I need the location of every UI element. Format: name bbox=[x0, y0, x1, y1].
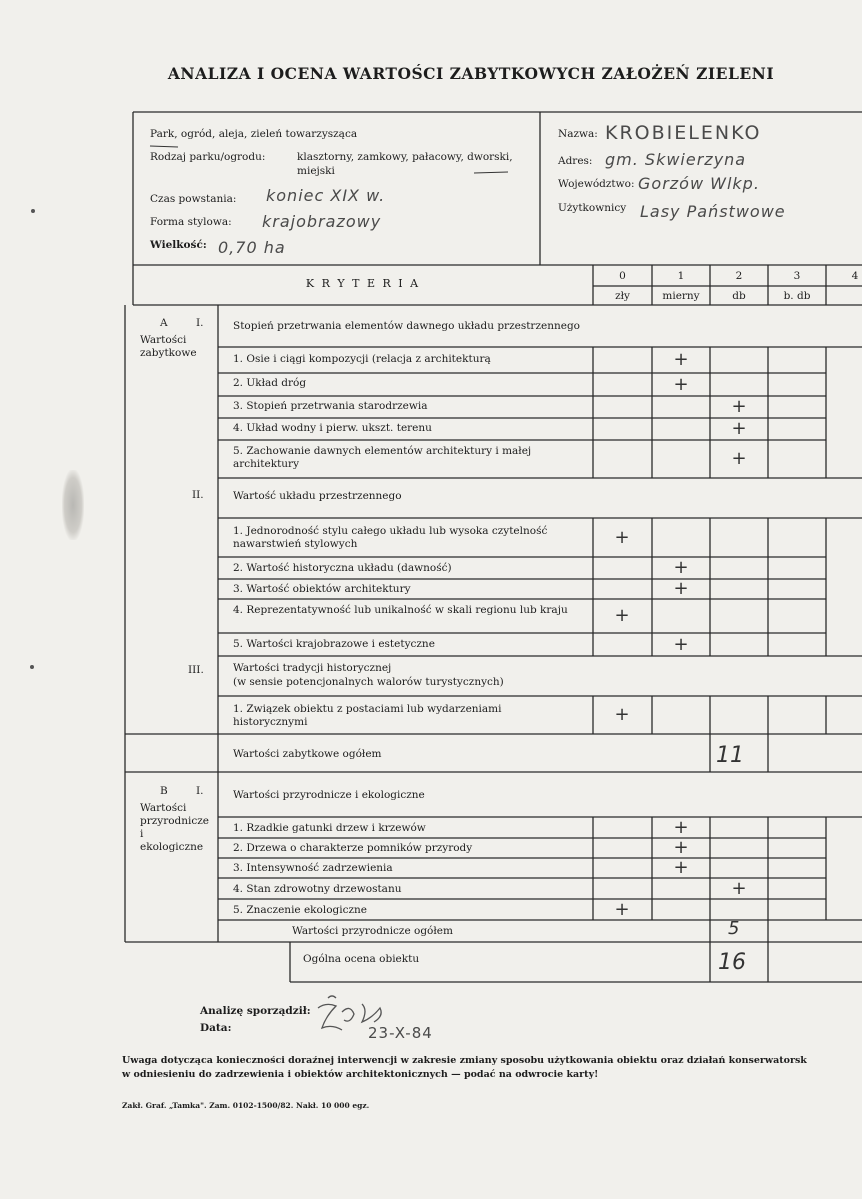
criterion-b-2-mark: + bbox=[673, 837, 689, 858]
criterion-b1-4: 4. Stan zdrowotny drzewostanu bbox=[233, 883, 402, 895]
created-label: Czas powstania: bbox=[150, 193, 237, 205]
criterion-a-1-mark: + bbox=[673, 349, 689, 370]
users-label: Użytkownicy bbox=[558, 202, 627, 214]
overall-value: 16 bbox=[718, 950, 746, 975]
date-value: 23-X-84 bbox=[368, 1024, 433, 1042]
criterion-a1-2: 2. Układ dróg bbox=[233, 377, 307, 389]
section-b-total-value: 5 bbox=[728, 918, 740, 939]
criterion-b1-1: 1. Rzadkie gatunki drzew i krzewów bbox=[233, 822, 426, 834]
criterion-a-2-mark: + bbox=[673, 373, 689, 395]
criterion-b1-5: 5. Znaczenie ekologiczne bbox=[233, 904, 368, 916]
address-value: gm. Skwierzyna bbox=[605, 150, 747, 169]
section-b-letter: B bbox=[160, 785, 168, 797]
criterion-a1-4: 4. Układ wodny i pierw. ukszt. terenu bbox=[233, 422, 432, 434]
paper-stain bbox=[62, 470, 84, 540]
criterion-a2-4: 4. Reprezentatywność lub unikalność w skali regionu lub kraju bbox=[233, 604, 568, 616]
score-1-name: mierny bbox=[662, 290, 700, 302]
criterion-a1-3: 3. Stopień przetrwania starodrzewia bbox=[233, 400, 428, 412]
group-a3-subtitle: (w sensie potencjonalnych walorów turystycznych) bbox=[233, 676, 504, 688]
name-label: Nazwa: bbox=[558, 128, 598, 140]
criterion-b-5-mark: + bbox=[614, 898, 630, 920]
document-title: ANALIZA I OCENA WARTOŚCI ZABYTKOWYCH ZAŁOŻEŃ ZIELENI bbox=[167, 64, 775, 83]
group-b1-title: Wartości przyrodnicze i ekologiczne bbox=[233, 789, 425, 801]
section-b-roman: I. bbox=[196, 785, 204, 797]
binding-hole-mark bbox=[31, 209, 35, 213]
voivodeship-value: Gorzów Wlkp. bbox=[638, 174, 760, 193]
section-a-roman-3: III. bbox=[188, 664, 204, 676]
section-b-total-label: Wartości przyrodnicze ogółem bbox=[292, 925, 453, 937]
users-value: Lasy Państwowe bbox=[640, 202, 786, 221]
group-a2-title: Wartość układu przestrzennego bbox=[233, 490, 402, 502]
intervention-note-line-1: Uwaga dotycząca konieczności doraźnej interwencji w zakresie zmiany sposobu użytkowania obiektu oraz działań konserwatorsk bbox=[122, 1055, 807, 1066]
section-a-total-value: 11 bbox=[716, 743, 744, 768]
group-a3-title: Wartości tradycji historycznej bbox=[233, 662, 392, 674]
overall-label: Ogólna ocena obiektu bbox=[303, 953, 420, 965]
score-3-number: 3 bbox=[793, 270, 801, 282]
section-a-roman-2: II. bbox=[192, 489, 204, 501]
score-2-number: 2 bbox=[735, 270, 743, 282]
criterion-a-7-mark: + bbox=[673, 557, 689, 578]
criterion-a2-5: 5. Wartości krajobrazowe i estetyczne bbox=[233, 638, 435, 650]
size-value: 0,70 ha bbox=[218, 238, 286, 257]
group-a1-title: Stopień przetrwania elementów dawnego układu przestrzennego bbox=[233, 320, 580, 332]
criterion-a-4-mark: + bbox=[731, 418, 747, 439]
intervention-note-line-2: w odniesieniu do zadrzewienia i obiektów architektonicznych — podać na odwrocie karty! bbox=[122, 1069, 599, 1080]
criterion-a-3-mark: + bbox=[731, 396, 747, 417]
score-1-number: 1 bbox=[677, 270, 685, 282]
date-label: Data: bbox=[200, 1022, 232, 1034]
criterion-b1-3: 3. Intensywność zadrzewienia bbox=[233, 862, 393, 874]
section-a-letter: A bbox=[160, 317, 168, 329]
section-a-total-label: Wartości zabytkowe ogółem bbox=[233, 748, 382, 760]
criterion-a-5-mark: + bbox=[731, 448, 747, 469]
criterion-b-3-mark: + bbox=[673, 857, 689, 878]
criterion-a-8-mark: + bbox=[673, 578, 689, 599]
size-label: Wielkość: bbox=[150, 239, 207, 251]
criterion-a2-2: 2. Wartość historyczna układu (dawność) bbox=[233, 562, 452, 574]
criterion-b1-2: 2. Drzewa o charakterze pomników przyrody bbox=[233, 842, 473, 854]
criterion-a-9-mark: + bbox=[614, 605, 630, 626]
binding-hole-mark bbox=[30, 665, 34, 669]
address-label: Adres: bbox=[558, 155, 593, 167]
section-b-name: Wartości przyrodnicze i ekologiczne bbox=[140, 802, 210, 853]
criterion-a-6-mark: + bbox=[614, 526, 630, 548]
style-label: Forma stylowa: bbox=[150, 216, 232, 228]
criterion-a2-3: 3. Wartość obiektów architektury bbox=[233, 583, 411, 595]
section-a-roman-1: I. bbox=[196, 317, 204, 329]
name-value: KROBIELENKO bbox=[605, 122, 762, 144]
score-0-number: 0 bbox=[619, 270, 626, 282]
criterion-a-10-mark: + bbox=[673, 633, 689, 655]
kind-label: Rodzaj parku/ogrodu: bbox=[150, 151, 266, 163]
score-4-number: 4 bbox=[851, 270, 859, 282]
score-0-name: zły bbox=[615, 290, 630, 302]
kind-options: klasztorny, zamkowy, pałacowy, dworski, bbox=[297, 151, 513, 163]
score-2-name: db bbox=[732, 290, 746, 302]
score-3-name: b. db bbox=[783, 290, 811, 302]
criterion-a3-1: 1. Związek obiektu z postaciami lub wydarzeniami historycznymi bbox=[233, 703, 502, 728]
section-a-name: Wartości zabytkowe bbox=[140, 334, 197, 359]
kind-options-2: miejski bbox=[297, 165, 335, 177]
voivodeship-label: Województwo: bbox=[558, 178, 635, 190]
printer-imprint: Zakł. Graf. „Tamka". Zam. 0102-1500/82. Nakł. 10 000 egz. bbox=[122, 1101, 370, 1110]
style-value: krajobrazowy bbox=[262, 212, 382, 231]
criterion-b-1-mark: + bbox=[673, 816, 689, 838]
criterion-a-11-mark: + bbox=[614, 704, 630, 725]
prepared-by-label: Analizę sporządził: bbox=[200, 1005, 311, 1017]
created-value: koniec XIX w. bbox=[266, 186, 386, 205]
criterion-b-4-mark: + bbox=[731, 877, 747, 899]
criteria-heading: K R Y T E R I A bbox=[305, 277, 421, 290]
criterion-a1-1: 1. Osie i ciągi kompozycji (relacja z architekturą bbox=[233, 353, 491, 365]
site-type-line: Park, ogród, aleja, zieleń towarzysząca bbox=[150, 128, 358, 140]
criterion-a1-5: 5. Zachowanie dawnych elementów architektury i małej architektury bbox=[233, 445, 532, 470]
criterion-a2-1: 1. Jednorodność stylu całego układu lub wysoka czytelność nawarstwień stylowych bbox=[233, 525, 548, 550]
